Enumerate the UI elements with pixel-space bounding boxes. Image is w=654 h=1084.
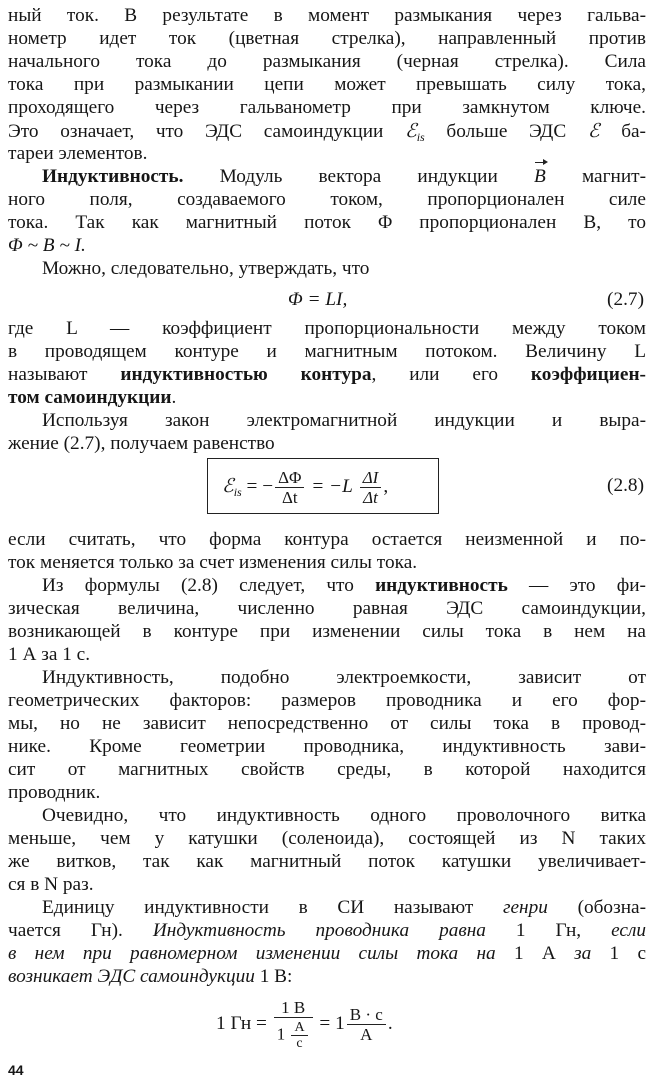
numerator: В · с [349, 1005, 383, 1025]
term-bold: индуктивностью контура [120, 364, 372, 385]
equation-middle: = 1 [319, 1013, 345, 1034]
text-line: меньше, чем у катушки (соленоида), состоящей из N таких [8, 828, 646, 849]
henry-equation [216, 994, 393, 1054]
text-line: ного поля, создаваемого током, пропорционален силе [8, 189, 646, 210]
equation-tail: . [387, 1013, 393, 1034]
text-line: тока при размыкании цепи может превышать силу тока, [8, 74, 646, 95]
text-line: ся в N раз. [8, 874, 94, 895]
text-line: если считать, что форма контура остается неизменной и по- [8, 529, 646, 550]
term-bold: Индуктивность. [42, 166, 184, 187]
text-segment: Это означает, что ЭДС самоиндукции [8, 121, 384, 142]
emf-subscript: is [416, 130, 425, 144]
text-line: начального тока до размыкания (черная стрелка). Сила [8, 51, 646, 72]
text-line: возникающей в контуре при изменении силы тока в нем на [8, 621, 646, 642]
text-line: тареи элементов. [8, 143, 148, 164]
page-number: 44 [8, 1062, 24, 1078]
fraction [275, 468, 304, 507]
text-segment: , или его [371, 364, 499, 385]
text-line: сит от магнитных свойств среды, в которой находится [8, 759, 646, 780]
numerator: 1 В [281, 998, 306, 1018]
text-line: мы, но не зависит непосредственно от силы тока в провод- [8, 713, 646, 734]
text-segment: чается Гн). [8, 920, 123, 941]
text-line: Индуктивность, подобно электроемкости, зависит от [42, 667, 646, 688]
text-line: жение (2.7), получаем равенство [8, 433, 275, 454]
numerator: А [294, 1020, 305, 1036]
term-bold: индуктивность [375, 575, 508, 596]
equation-number: (2.7) [607, 289, 644, 310]
fraction [274, 998, 313, 1051]
text-line: Φ ~ B ~ I. [8, 235, 86, 256]
text-line: Очевидно, что индуктивность одного проволочного витка [42, 805, 646, 826]
text-segment: 1 с [609, 943, 647, 964]
text-segment: 1 Гн, [515, 920, 582, 941]
definition-italic: если [611, 920, 646, 941]
text-segment: Модуль вектора индукции [219, 166, 498, 187]
equation-number: (2.8) [607, 475, 644, 496]
denominator: с [291, 1035, 307, 1051]
text-line: нике. Кроме геометрии проводника, индуктивность зави- [8, 736, 646, 757]
denominator: Δt [360, 487, 382, 507]
text-segment: 1 А [513, 943, 556, 964]
text-segment: Из формулы (2.8) следует, что [42, 575, 354, 596]
text-line [8, 919, 646, 942]
text-segment: 1 В: [259, 966, 293, 987]
definition-italic: в нем при равномерном изменении силы тока на [8, 943, 496, 964]
text-segment: — это фи- [528, 575, 646, 596]
definition-italic: возникает ЭДС самоиндукции [8, 966, 255, 987]
text-line: тока. Так как магнитный поток Φ пропорционален B, то [8, 212, 646, 233]
text-segment: магнит- [581, 166, 646, 187]
text-line: же витков, так как магнитный поток катушки увеличивает- [8, 851, 646, 872]
text-line [8, 942, 646, 965]
text-line [42, 165, 646, 188]
text-segment: . [171, 387, 177, 408]
text-line: где L — коэффициент пропорциональности между током [8, 318, 646, 339]
text-line: Используя закон электромагнитной индукции и выра- [42, 410, 646, 431]
text-line: проходящего через гальванометр при замкнутом ключе. [8, 97, 646, 118]
text-line: Можно, следовательно, утверждать, что [42, 258, 370, 279]
text-line: зическая величина, численно равная ЭДС самоиндукции, [8, 598, 646, 619]
text-line [8, 965, 646, 988]
text-line: в проводящем контуре и магнитным потоком. Величину L [8, 341, 646, 362]
fraction [347, 1005, 386, 1044]
text-line: ный ток. В результате в момент размыкания через гальва- [8, 5, 646, 26]
term-bold: том самоиндукции [8, 387, 172, 408]
text-segment: Единицу индуктивности в СИ называют [42, 897, 474, 918]
text-line [42, 574, 646, 597]
fraction [360, 468, 382, 507]
text-segment: называют [8, 364, 88, 385]
vector-b-symbol: B [534, 166, 546, 187]
denominator: Δt [275, 487, 304, 507]
equation-lhs: 1 Гн = [216, 1013, 267, 1034]
definition-italic: за [574, 943, 592, 964]
numerator: ΔΦ [278, 468, 302, 488]
emf-subscript: is [233, 485, 242, 499]
text-line [42, 896, 646, 919]
text-segment: больше ЭДС [446, 121, 567, 142]
text-segment: ба- [621, 121, 646, 142]
text-line: 1 А за 1 с. [8, 644, 91, 665]
denominator-coefficient: 1 [276, 1024, 286, 1044]
equation-2-7: Φ = LI, [288, 289, 348, 310]
emf-symbol: ℰ [587, 119, 600, 142]
inner-fraction [291, 1020, 307, 1051]
text-line: проводник. [8, 782, 101, 803]
text-segment: (обозна- [577, 897, 646, 918]
definition-italic: Индуктивность проводника равна [152, 920, 486, 941]
emf-symbol: ℰ [222, 474, 234, 497]
term-italic: генри [502, 897, 548, 918]
emf-symbol: ℰ [405, 119, 417, 142]
denominator: А [347, 1024, 386, 1044]
text-line: ток меняется только за счет изменения силы тока. [8, 552, 418, 573]
equation-2-8: ℰ$_{is}$ = − $\frac{\Delta\Phi}{\Delta t}$ = −L $\frac{\Delta I}{\Delta t}$ , [222, 468, 389, 508]
text-line [8, 386, 646, 409]
text-line: геометрических факторов: размеров проводника и его фор- [8, 690, 646, 711]
equation-middle: = −L [311, 476, 353, 497]
text-line [8, 363, 646, 386]
numerator: ΔI [362, 468, 379, 488]
text-line: нометр идет ток (цветная стрелка), направленный против [8, 28, 646, 49]
denominator [274, 1017, 313, 1051]
term-bold: коэффициен- [530, 364, 646, 385]
